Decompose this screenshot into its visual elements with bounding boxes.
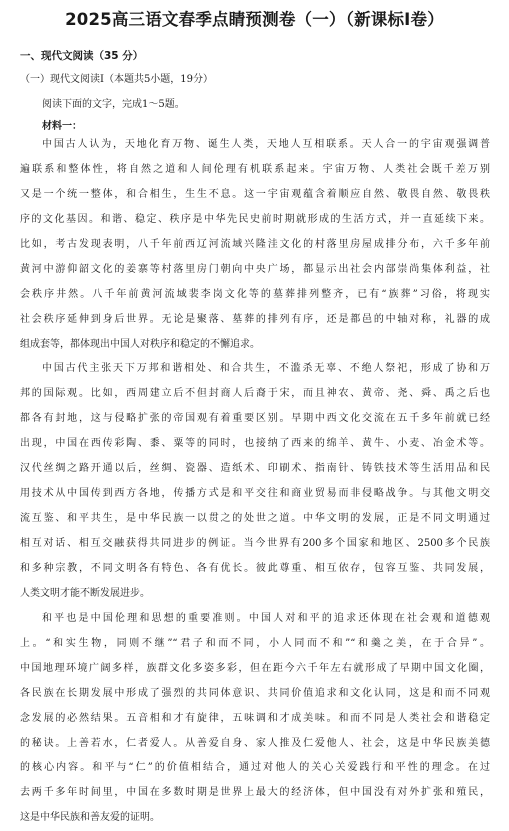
passage-line: 社会秩序延伸到身后世界。无论是聚落、墓葬的排列有序，还是都邑的中轴对称，礼器的成 [20,313,490,325]
passage-line: 的核心内容。和平与“仁”的价值相结合，通过对他人的关心关爱践行和平性的理念。在过 [20,762,490,774]
passage-line: 中国地理环境广阔多样，族群文化多姿多彩，但在距今六千年左右就形成了早期中国文化圈， [20,662,490,674]
passage-line: 组成套等，都体现出中国人对秩序和稳定的不懈追求。 [20,338,260,350]
passage-line: 中国古人认为，天地化育万物、诞生人类，天地人互相联系。天人合一的宇宙观强调普 [42,139,490,150]
passage-body [20,133,490,831]
passage-line: 和平也是中国伦理和思想的重要准则。中国人对和平的追求还体现在社会观和道德观 [42,612,490,624]
passage-line: 会秩序井然。八千年前黄河流域裴李岗文化等的墓葬排列整齐，已有“族葬”习俗，将现实 [20,288,490,300]
page-title: 2025高三语文春季点睛预测卷（一）（新课标I卷） [65,10,444,29]
reading-instruction: 阅读下面的文字，完成1～5题。 [42,99,185,110]
passage-line: 相互对话、相互交融获得共同进步的例证。当今世界有200多个国家和地区、2500多个民族 [20,538,490,549]
passage-line: 的秘诀。上善若水，仁者爱人。从善爱自身、家人推及仁爱他人、社会，这是中华民族美德 [20,737,490,749]
passage-line: 中国古代主张天下万邦和谐相处、和合共生，不滥杀无辜、不绝人祭祀，形成了协和万 [42,363,490,375]
subsection-heading: （一）现代文阅读I（本题共5小题，19分） [20,74,214,85]
passage-line: 这是中华民族和善友爱的证明。 [20,812,160,824]
passage-line: 流互鉴、和平共生，是中华民族一以贯之的处世之道。中华文明的发展，正是不同文明通过 [20,513,490,525]
passage-line: 黄河中游仰韶文化的姜寨等村落里房门朝向中央广场，都显示出社会内部崇尚集体利益，社 [20,263,490,275]
passage-line: 汉代丝绸之路开通以后，丝绸、瓷器、造纸术、印刷术、指南针、铸铁技术等生活用品和民 [20,463,490,475]
passage-line: 去两千多年时间里，中国在多数时期是世界上最大的经济体，但中国没有对外扩张和殖民， [20,787,490,799]
passage-line: 都各有封地，这与侵略扩张的帝国观有着重要区别。早期中西文化交流在五千多年前就已经 [20,413,490,425]
passage-line: 用技术从中国传到西方各地，传播方式是和平交往和商业贸易而非侵略战争。与其他文明交 [20,488,490,500]
passage-line: 人类文明才能不断发展进步。 [20,587,150,599]
passage-line: 又是一个统一整体，和合相生，生生不息。这一宇宙观蕴含着顺应自然、敬畏自然、敬畏秩 [20,188,490,200]
passage-line: 序的文化基因。和谐、稳定、秩序是中华先民史前时期就形成的生活方式，并一直延续下来。 [20,213,490,225]
section-heading: 一、现代文阅读（35 分） [20,50,144,62]
passage-line: 念发展的必然结果。五音相和才有旋律，五味调和才成美味。和而不同是人类社会和谐稳定 [20,712,490,724]
passage-line: 出现，中国在西传彩陶、黍、粟等的同时，也接纳了西来的绵羊、黄牛、小麦、冶金术等。 [20,438,490,450]
passage-line: 各民族在长期发展中形成了强烈的共同体意识、共同价值追求和文化认同，这是和而不同观 [20,687,490,699]
passage-line: 邦的国际观。比如，西周建立后不但封商人后裔于宋，而且神农、黄帝、尧、舜、禹之后也 [20,388,490,400]
passage-line: 和多种宗教，不同文明各有特色、各有优长。彼此尊重、相互依存，包容互鉴、共同发展， [20,562,490,574]
passage-line: 遍联系和整体性，将自然之道和人间伦理有机联系起来。宇宙万物、人类社会既千差万别 [20,163,490,175]
passage-line: 比如，考古发现表明，八千年前西辽河流域兴隆洼文化的村落里房屋成排分布，六千多年前 [20,238,490,250]
passage-line: 上。“和实生物，同则不继”“君子和而不同，小人同而不和”“和羹之美，在于合异”。 [20,637,490,649]
material-label: 材料一： [42,121,82,132]
